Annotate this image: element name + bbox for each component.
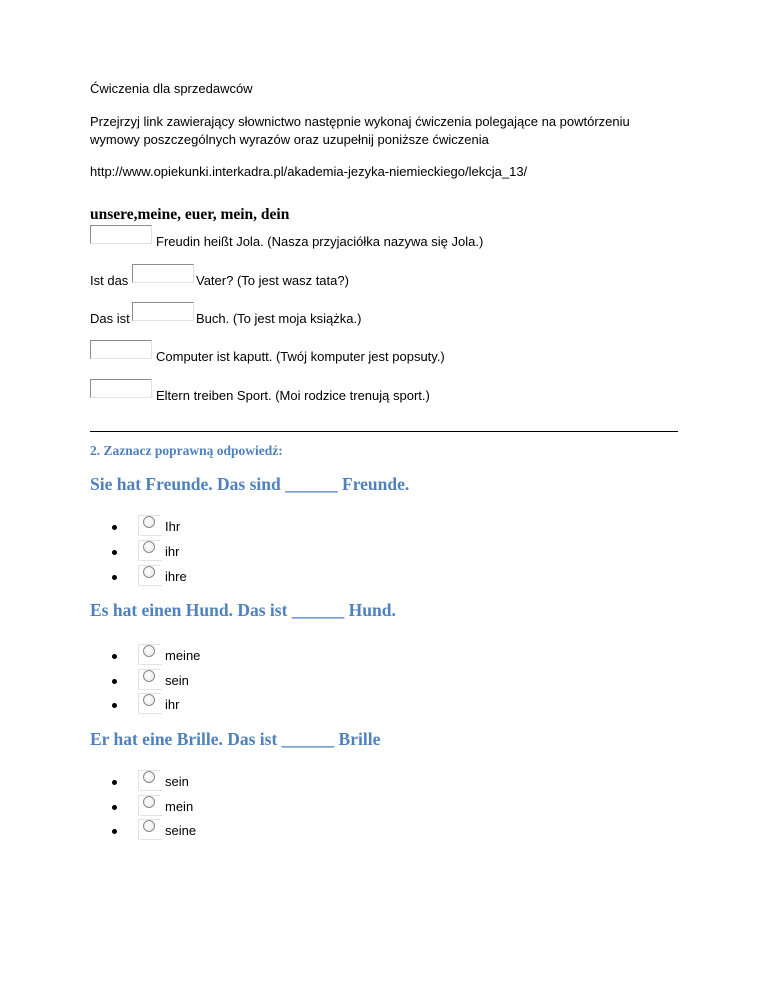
radio-button[interactable] — [143, 645, 155, 657]
answer-textbox-4[interactable] — [90, 340, 152, 359]
bullet-icon — [112, 805, 117, 810]
option-label: meine — [165, 648, 201, 663]
bullet-icon — [112, 829, 117, 834]
fill-item-3-prefix: Das ist — [90, 311, 130, 326]
option-label: seine — [165, 823, 197, 838]
answer-textbox-2[interactable] — [132, 264, 194, 283]
question-2-text: Es hat einen Hund. Das ist ______ Hund. — [90, 600, 396, 620]
page-title: Ćwiczenia dla sprzedawców — [90, 81, 253, 96]
radio-button[interactable] — [143, 541, 155, 553]
bullet-icon — [112, 780, 117, 785]
bullet-icon — [112, 550, 117, 555]
option-label: ihre — [165, 569, 187, 584]
option-label: sein — [165, 673, 189, 688]
fill-item-1-text: Freudin heißt Jola. (Nasza przyjaciółka nazywa się Jola.) — [156, 234, 484, 249]
fill-item-3-text: Buch. (To jest moja książka.) — [196, 311, 362, 326]
lesson-link[interactable]: http://www.opiekunki.interkadra.pl/akademia-jezyka-niemieckiego/lekcja_13/ — [90, 164, 528, 179]
instructions-line-1: Przejrzyj link zawierający słownictwo następnie wykonaj ćwiczenia polegające na powtórzeniu — [90, 114, 630, 129]
question-1-text: Sie hat Freunde. Das sind ______ Freunde. — [90, 474, 410, 494]
option-label: Ihr — [165, 519, 181, 534]
word-bank: unsere,meine, euer, mein, dein — [90, 206, 290, 223]
question-3-text: Er hat eine Brille. Das ist ______ Brille — [90, 729, 381, 749]
fill-item-2-prefix: Ist das — [90, 273, 129, 288]
radio-button[interactable] — [143, 566, 155, 578]
instructions-line-2: wymowy poszczególnych wyrazów oraz uzupełnij poniższe ćwiczenia — [90, 132, 489, 147]
fill-item-5-text: Eltern treiben Sport. (Moi rodzice trenują sport.) — [156, 388, 430, 403]
bullet-icon — [112, 679, 117, 684]
fill-item-2-text: Vater? (To jest wasz tata?) — [196, 273, 349, 288]
radio-button[interactable] — [143, 694, 155, 706]
fill-item-4-text: Computer ist kaputt. (Twój komputer jest popsuty.) — [156, 349, 445, 364]
option-label: ihr — [165, 697, 180, 712]
section-2-heading: 2. Zaznacz poprawną odpowiedź: — [90, 443, 283, 458]
radio-button[interactable] — [143, 820, 155, 832]
bullet-icon — [112, 575, 117, 580]
bullet-icon — [112, 703, 117, 708]
section-divider — [90, 431, 678, 432]
option-label: sein — [165, 774, 189, 789]
radio-button[interactable] — [143, 670, 155, 682]
radio-button[interactable] — [143, 796, 155, 808]
answer-textbox-3[interactable] — [132, 302, 194, 321]
radio-button[interactable] — [143, 771, 155, 783]
bullet-icon — [112, 525, 117, 530]
bullet-icon — [112, 654, 117, 659]
option-label: ihr — [165, 544, 180, 559]
answer-textbox-5[interactable] — [90, 379, 152, 398]
radio-button[interactable] — [143, 516, 155, 528]
option-label: mein — [165, 799, 194, 814]
answer-textbox-1[interactable] — [90, 225, 152, 244]
